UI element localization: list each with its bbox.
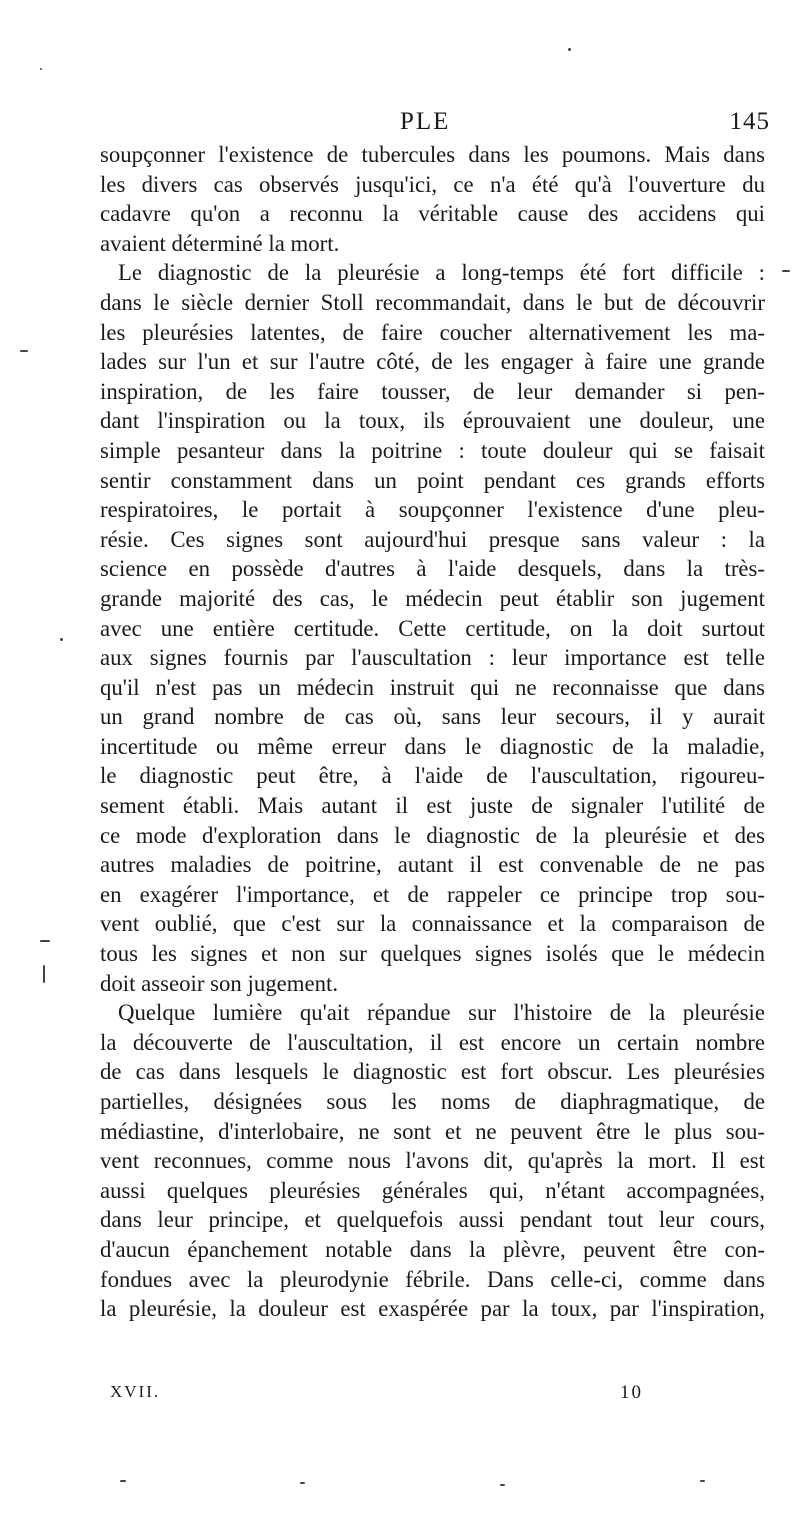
body-text [100, 140, 765, 1324]
text-line: dans leur principe, et quelquefois aussi pendant tout leur cours, [100, 1207, 765, 1233]
text-line: médiastine, d'interlobaire, ne sont et ne peuvent être le plus sou- [100, 1118, 765, 1144]
running-head: PLE [400, 108, 451, 135]
text-line: avaient déterminé la mort. [100, 230, 340, 256]
text-line: Quelque lumière qu'ait répandue sur l'histoire de la pleurésie [118, 1000, 765, 1026]
text-line: respiratoires, le portait à soupçonner l'existence d'une pleu- [100, 497, 765, 523]
text-line: vent oublié, que c'est sur la connaissance et la comparaison de [100, 911, 765, 937]
scan-speck [300, 1482, 305, 1484]
scan-speck [500, 1484, 505, 1486]
text-line: inspiration, de les faire tousser, de leur demander si pen- [100, 378, 765, 404]
text-line: avec une entière certitude. Cette certitude, on la doit surtout [100, 615, 765, 641]
scan-speck [568, 48, 571, 51]
text-line: dant l'inspiration ou la toux, ils éprouvaient une douleur, une [100, 408, 765, 434]
scan-speck [40, 940, 50, 942]
text-line: qu'il n'est pas un médecin instruit qui ne reconnaisse que dans [100, 674, 765, 700]
text-line: Le diagnostic de la pleurésie a long-temps été fort difficile : [118, 260, 765, 286]
text-line: de cas dans lesquels le diagnostic est fort obscur. Les pleurésies [100, 1059, 765, 1085]
text-line: la découverte de l'auscultation, il est encore un certain nombre [100, 1029, 765, 1055]
scan-speck [700, 1480, 705, 1482]
text-line: en exagérer l'importance, et de rappeler ce principe trop sou- [100, 881, 765, 907]
scan-speck [60, 638, 63, 641]
scan-speck [43, 965, 45, 983]
text-line: soupçonner l'existence de tubercules dans les poumons. Mais dans [100, 142, 765, 167]
text-line: dans le siècle dernier Stoll recommandait, dans le but de découvrir [100, 289, 765, 315]
page-number: 145 [729, 108, 770, 135]
text-line: vent reconnues, comme nous l'avons dit, qu'après la mort. Il est [100, 1148, 765, 1174]
text-line: résie. Ces signes sont aujourd'hui presque sans valeur : la [100, 526, 765, 552]
text-line: science en possède d'autres à l'aide desquels, dans la très- [100, 556, 765, 582]
text-line: tous les signes et non sur quelques signes isolés que le médecin [100, 941, 765, 967]
signature-mark: XVII. [110, 1382, 161, 1401]
text-line: ce mode d'exploration dans le diagnostic de la pleurésie et des [100, 822, 765, 848]
text-line: sentir constamment dans un point pendant ces grands efforts [100, 467, 765, 493]
page-footer [100, 1382, 765, 1412]
text-line: aux signes fournis par l'auscultation : leur importance est telle [100, 645, 765, 671]
text-line: aussi quelques pleurésies générales qui, n'étant accompagnées, [100, 1177, 765, 1203]
text-line: les pleurésies latentes, de faire coucher alternativement les ma- [100, 319, 765, 345]
text-line: cadavre qu'on a reconnu la véritable cause des accidens qui [100, 201, 765, 227]
text-line: autres maladies de poitrine, autant il est convenable de ne pas [100, 852, 765, 878]
text-line: lades sur l'un et sur l'autre côté, de les engager à faire une grande [100, 349, 765, 375]
text-line: un grand nombre de cas où, sans leur secours, il y aurait [100, 704, 765, 730]
text-line: le diagnostic peut être, à l'aide de l'auscultation, rigoureu- [100, 763, 765, 789]
text-line: fondues avec la pleurodynie fébrile. Dans celle-ci, comme dans [100, 1266, 765, 1292]
scan-speck [782, 270, 790, 272]
text-line: grande majorité des cas, le médecin peut établir son jugement [100, 585, 765, 611]
scan-speck [40, 68, 42, 70]
text-line: partielles, désignées sous les noms de diaphragmatique, de [100, 1089, 765, 1114]
scan-speck [120, 1480, 126, 1482]
text-line: doit asseoir son jugement. [100, 970, 339, 996]
scan-speck [20, 350, 28, 352]
text-line: d'aucun épanchement notable dans la plèvre, peuvent être con- [100, 1236, 765, 1262]
text-line: la pleurésie, la douleur est exaspérée par la toux, par l'inspiration, [100, 1296, 765, 1322]
text-line: incertitude ou même erreur dans le diagnostic de la maladie, [100, 733, 765, 759]
text-line: sement établi. Mais autant il est juste de signaler l'utilité de [100, 793, 765, 819]
folio-number: 10 [620, 1382, 643, 1403]
text-line: les divers cas observés jusqu'ici, ce n'a été qu'à l'ouverture du [100, 171, 765, 197]
text-line: simple pesanteur dans la poitrine : toute douleur qui se faisait [100, 437, 765, 463]
